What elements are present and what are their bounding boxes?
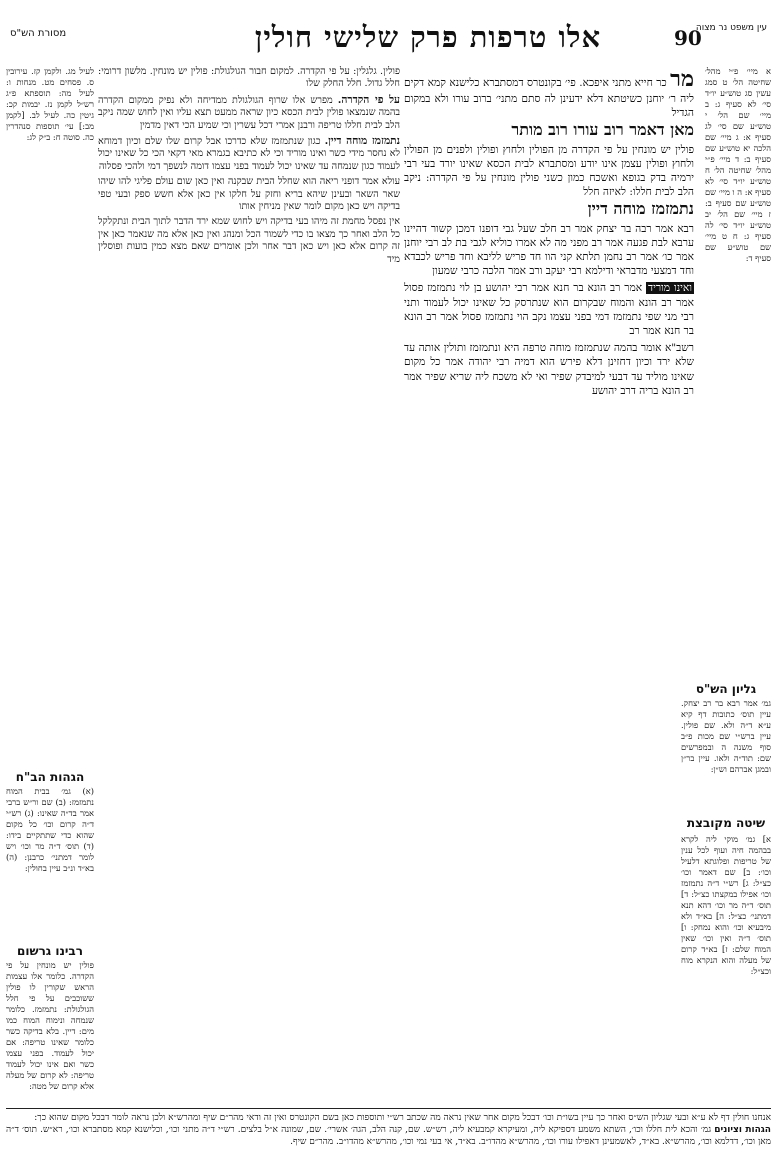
footer-notes bbox=[6, 1112, 771, 1156]
hagahot-vetziyunim-text: גמ׳ והכא לית חללו וכו׳, השתא משמע דספיקא ליה, ומעיקרא קמבעיא ליה, רש״ש. שם, קנה הלב, הגה׳ אשרי׳. שם, שמונה א״ל בלצים. רש״י ד״ה מתני וכו׳, וכלישנא קמא מסתברא וכו׳, רא״ש. תוס׳ ד״ה מאן וכו׳, דדלמא וכו׳, מהרש״א. בא״ד, לאשמעינן דאפילו עורו וכו׳, מהרש״א מהדו״ב. בא״ד, אי בעי נמי וכו׳, מהרש״א מהדו״ב. מהר״ם שיף. bbox=[6, 1125, 771, 1147]
shita-mekubetzet-title: שיטה מקובצת bbox=[686, 816, 766, 830]
main-text-column bbox=[404, 66, 694, 1100]
hagahot-vetziyunim-label: הגהות וציונים bbox=[714, 1125, 771, 1135]
rashi-paragraph-1: מפרש אלו שרוף הגולגולת ממדיחה ולא נפיק ממקום הקדרה בהמה שנמצאו פולין לבית הכסא כיון שראה ממעט תצא עליו ואין לחוש שמה ניקב הלב לבית חללו טריפה ורבנן אמרי דכל עשרין וכי שמיע הכי דאין מדמין bbox=[98, 94, 400, 131]
rabbeinu-gershom-title: רבינו גרשום bbox=[17, 944, 83, 958]
rashi-heading-2: נתמזמז מוחה דיין. bbox=[324, 135, 400, 148]
hagahot-habach-title: הגהות הב"ח bbox=[15, 770, 85, 784]
main-text-opener: מר bbox=[670, 66, 694, 92]
page-title: אלו טרפות פרק שלישי חולין bbox=[254, 20, 602, 54]
main-paragraph-2: רבא אמר רבה בר יצחק אמר רב חלב שעל גבי דופנו דמכן קשור דהיינו ערבא לבת פגעה אמר רב מפני מה לא אמרו כוליא לגבי בת לב רבי יוחנן אמר כו׳ אמר רב נחמן תלתא קני הוו חד פריש לליבא וחד פריש לכבדא וחד דמצעי מדבראי ודילמא רבי יעקב ורב אמר הלכה כרבי שמעון bbox=[404, 222, 694, 278]
rashi-paragraph-2: כגון שנתמזמז שלא כדרכו אבל קרום שלו שלם וכיון דמוחא לא נחסר מידי כשר ואינו מוריד וכי לא כתיבא בגמרא מאי דקאי הכי כל שאינו יכול לעמוד כגון שנמחה עד שאינו יכול לעמוד בפני עצמו דומה לנשפך דמי ולהכי פסלוה bbox=[98, 136, 400, 172]
footer-divider bbox=[6, 1108, 771, 1109]
main-paragraph-3: אמר רב הונא בר חנא אמר רבי יהושע בן לוי נתמזמז פסול אמר רב הונא והמוח שבקרום הוא שנתרסק כל שאינו יכול לעמוד ותני רבי מני שפי נתמזמז דמי בפני עצמו נקב הוי נתמזמז פסול אמר רב הונא בר חנא אמר רב bbox=[404, 282, 694, 338]
masoret-hashas-margin: לעיל מג. ולקמן קז. עירובין ס. פסחים מט. מנחות ו: לעיל מה: תוספתא פ״ג רש״ל לקמן נז. יבמות קכ: גיטין כה. לעיל לב. [לקמן מב:] עי׳ תוספות סנהדרין כה. סוטה ח: ב״ק לג: bbox=[6, 66, 94, 142]
main-text-intro: כר חייא מתני איפכא. פי׳ בקונטרס דמסתברא כלישנא קמא דקים ליה ר׳ יוחנן כשיטתא דלא ידעינן לה סתם מתני׳ ברוב עורו ולא במקום הגדיל bbox=[404, 77, 694, 120]
main-paragraph-4: רשב"א אומר בהמה שנתמזמז מוחה טרפה היא ונתמזמז ותולין אותה עד שלא ירד וכיון דחזינן דלא פירש הוא דמיה רבי יהודה אמר כל מקום שאינו מוליד עד דבעי למיבדק שפיר ואי לא משכח ליה שריא שפיר אמר רב הונא בריה דרב יהושע bbox=[404, 342, 694, 397]
shita-mekubetzet-text: א] גמ׳ מוקי ליה לקרא בבהמה חיה ועוף לכל ענין של טריפות ופלוגתא דלעיל וכו׳: ב] שם דאמר וכו׳ כצ״ל: ג] רש״י ד״ה נתמזמז וכו׳ אפילו במקצתו כצ״ל: ד] תוס׳ ד״ה מר וכו׳ דהא תנא דמתני׳ כצ״ל: ה] בא״ד ולא מיבעיא וכו׳ והוא נמחק: ו] תוס׳ ד״ה ואין וכו׳ שאין המוח שלם: ז] בא״ד קרום של מעלה והוא הנקרא מוח וכצ״ל: bbox=[681, 834, 771, 976]
hagahot-habach-text: (א) גמ׳ בבית המוח נתמזמז: (ב) שם ור״ש ברבי אמר בד״ה שאינו: (ג) רש״י ד״ה קרום וכו׳ כל מקום שהוא כדי שתתקיים בידו: (ד) תוס׳ ד״ה מר וכו׳ ויש לומר דמתני׳ כרבנן: (ה) בא״ד ונ״ב עיין בחולין: bbox=[6, 786, 94, 873]
rashi-paragraph-4: אין נפסל מחמת זה מיהו בעי בדיקה ויש לחוש שמא ירד הדבר לתוך הבית ונתקלקל כל הלב ואחר כך מצאו בו כדי לשמור הכל ומנהג ואין כאן אלא מה שנאמר כאן אין זה קרום אלא כאן ויש כאן דבר אחר ולכן אומרים שאם מצא כמין בועות ופוסלין מיד bbox=[98, 216, 400, 265]
main-paragraph-1: פולין יש מונחין על פי הקדרה מן הפולין ולחוץ ופולין ולפנים מן הפולין ולחוץ ופולין עצמן אינו יודע ומסתברא לבית הכסא שאינו יורד בעי רבי ירמיה בדק בגופא ואשכח כמון כשני פולין מונחין על פי הקדרה: ניקב הלב לבית חללו: לאיזה חלל bbox=[404, 143, 694, 199]
rashi-column bbox=[98, 66, 400, 1100]
rashi-intro: פולין. גלגלין: על פי הקדרה. למקום חבור הגולגולת: פולין יש מונחין. מלשון דרומי: חלל גדול. חלל החלק שלו bbox=[98, 66, 400, 90]
ein-mishpat-label: עין משפט נר מצוה bbox=[695, 23, 767, 33]
rashi-paragraph-3: עולא אמר דופני ריאה הוא שחלל הבית שבקנה ואין כאן שום עולם פליגי להו שיהו שאר השאר ובעינן שיהא בריא וחזק על חלקו אין כאן אלא חשש ספק ובעי טפי בדיקה ויש כאן מקום לומר שאין מניחין אותו bbox=[98, 176, 400, 213]
page-header bbox=[0, 20, 777, 68]
main-heading-2: נתמזמז מוחה דיין bbox=[587, 199, 694, 219]
rabbeinu-gershom-text: פולין יש מונחין על פי הקדרה. כלומר אלו עצמות הראש שקורין לו פולין ששוכבים על פי חלל הגולגולת: נתמזמז. כלומר שנמחה ונימוח המוח כמו מים: דיין. בלא בדיקה כשר כלומר שאינו טריפה: אם יכול לעמוד. בפני עצמו כשר ואם אינו יכול לעמוד טריפה: לא קרום של מעלה אלא קרום של מטה: bbox=[6, 960, 94, 1091]
gilyon-hashas-title: גליון הש"ס bbox=[695, 682, 757, 696]
masoret-hashas-label: מסורת הש"ס bbox=[10, 28, 67, 39]
footer-commentary: אנחנו חולין דף לא ע״א ובעי שגליון הש״ס ואחר כך עיין בשו״ת וכו׳ דבכל מקום אחר שאין נראה מה שכתב רש״י ותוספות כאן בשם הקונטרס ואין זה ודאי מהר״ם שיף ומהרש״א ולכן נראה לומר דבכל מקום שהוא כך: bbox=[34, 1113, 771, 1123]
main-highlighted-phrase: ואינו מוריד bbox=[648, 282, 692, 295]
rashi-heading-1: על פי הקדרה. bbox=[337, 93, 400, 106]
page-number: 90 bbox=[674, 26, 702, 50]
gilyon-hashas-text: גמ׳ אמר רבא בר רב יצחק. עיין תוס׳ כתובות דף קיא ע״א ד״ה ולא. שם פולין. עיין ברש״י שם מכות פ״ב סוף משנה ה ובמפרשים שם: תוד״ה ולאו. עיין בר״ן ובמגן אברהם וש״ן: bbox=[681, 698, 771, 774]
main-heading-1: מאן דאמר רוב עורו רוב מותר bbox=[511, 120, 694, 140]
ein-mishpat-margin: א מיי׳ פ״י מהל׳ שחיטה הל׳ ט סמג עשין סג טוש״ע יו״ד סי׳ לא סעיף ג: ב מיי׳ שם הל׳ י טוש״ע שם סי׳ לג סעיף א: ג מיי׳ שם הלכה יא טוש״ע שם סעיף ב: ד מיי׳ פ״י מהל׳ שחיטה הל׳ ח טוש״ע יו״ד סי׳ לא סעיף א: ה ו מיי׳ שם טוש״ע שם סעיף ב: ז מיי׳ שם הל׳ יב טוש״ע יו״ד סי׳ לה סעיף ג: ח ט מיי׳ שם טוש״ע שם סעיף ד: bbox=[705, 66, 771, 263]
